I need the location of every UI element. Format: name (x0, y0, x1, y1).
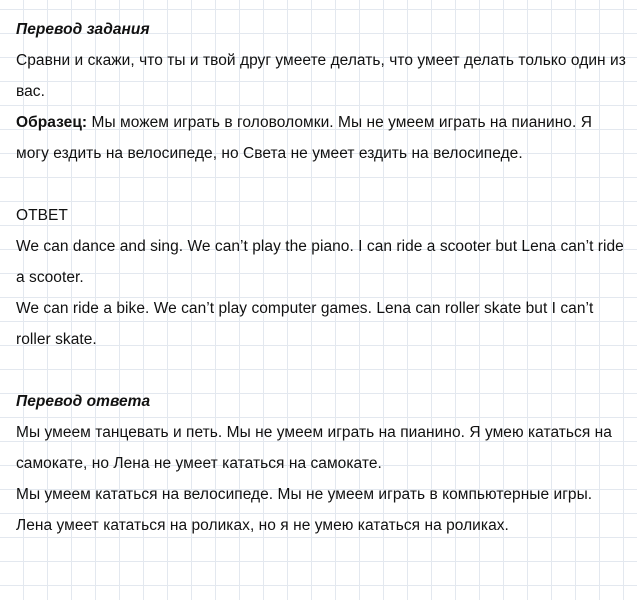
answer-line: We can dance and sing. We can’t play the piano. I can ride a scooter but Lena can’t ride a scooter. (16, 238, 624, 286)
answer-heading: ОТВЕТ (16, 207, 68, 224)
document-page (16, 14, 628, 541)
example-text: Мы можем играть в головоломки. Мы не умеем играть на пианино. Я могу ездить на велосипеде, но Света не умеет ездить на велосипеде. (16, 114, 592, 162)
example-label: Образец: (16, 114, 88, 131)
task-translation-heading: Перевод задания (16, 21, 150, 38)
answer-translation-line: Мы умеем кататься на велосипеде. Мы не умеем играть в компьютерные игры. Лена умеет кататься на роликах, но я не умею кататься на роликах. (16, 486, 593, 534)
section-spacer (16, 169, 628, 200)
example-paragraph (16, 107, 628, 169)
answer-translation-heading: Перевод ответа (16, 393, 151, 410)
task-instruction: Сравни и скажи, что ты и твой друг умеете делать, что умеет делать только один из вас. (16, 52, 626, 100)
answer-translation-line: Мы умеем танцевать и петь. Мы не умеем играть на пианино. Я умею кататься на самокате, но Лена не умеет кататься на самокате. (16, 424, 612, 472)
section-spacer (16, 355, 628, 386)
task-translation-section (16, 14, 628, 169)
answer-line: We can ride a bike. We can’t play computer games. Lena can roller skate but I can’t roller skate. (16, 300, 594, 348)
answer-translation-section (16, 386, 628, 541)
answer-section (16, 200, 628, 355)
